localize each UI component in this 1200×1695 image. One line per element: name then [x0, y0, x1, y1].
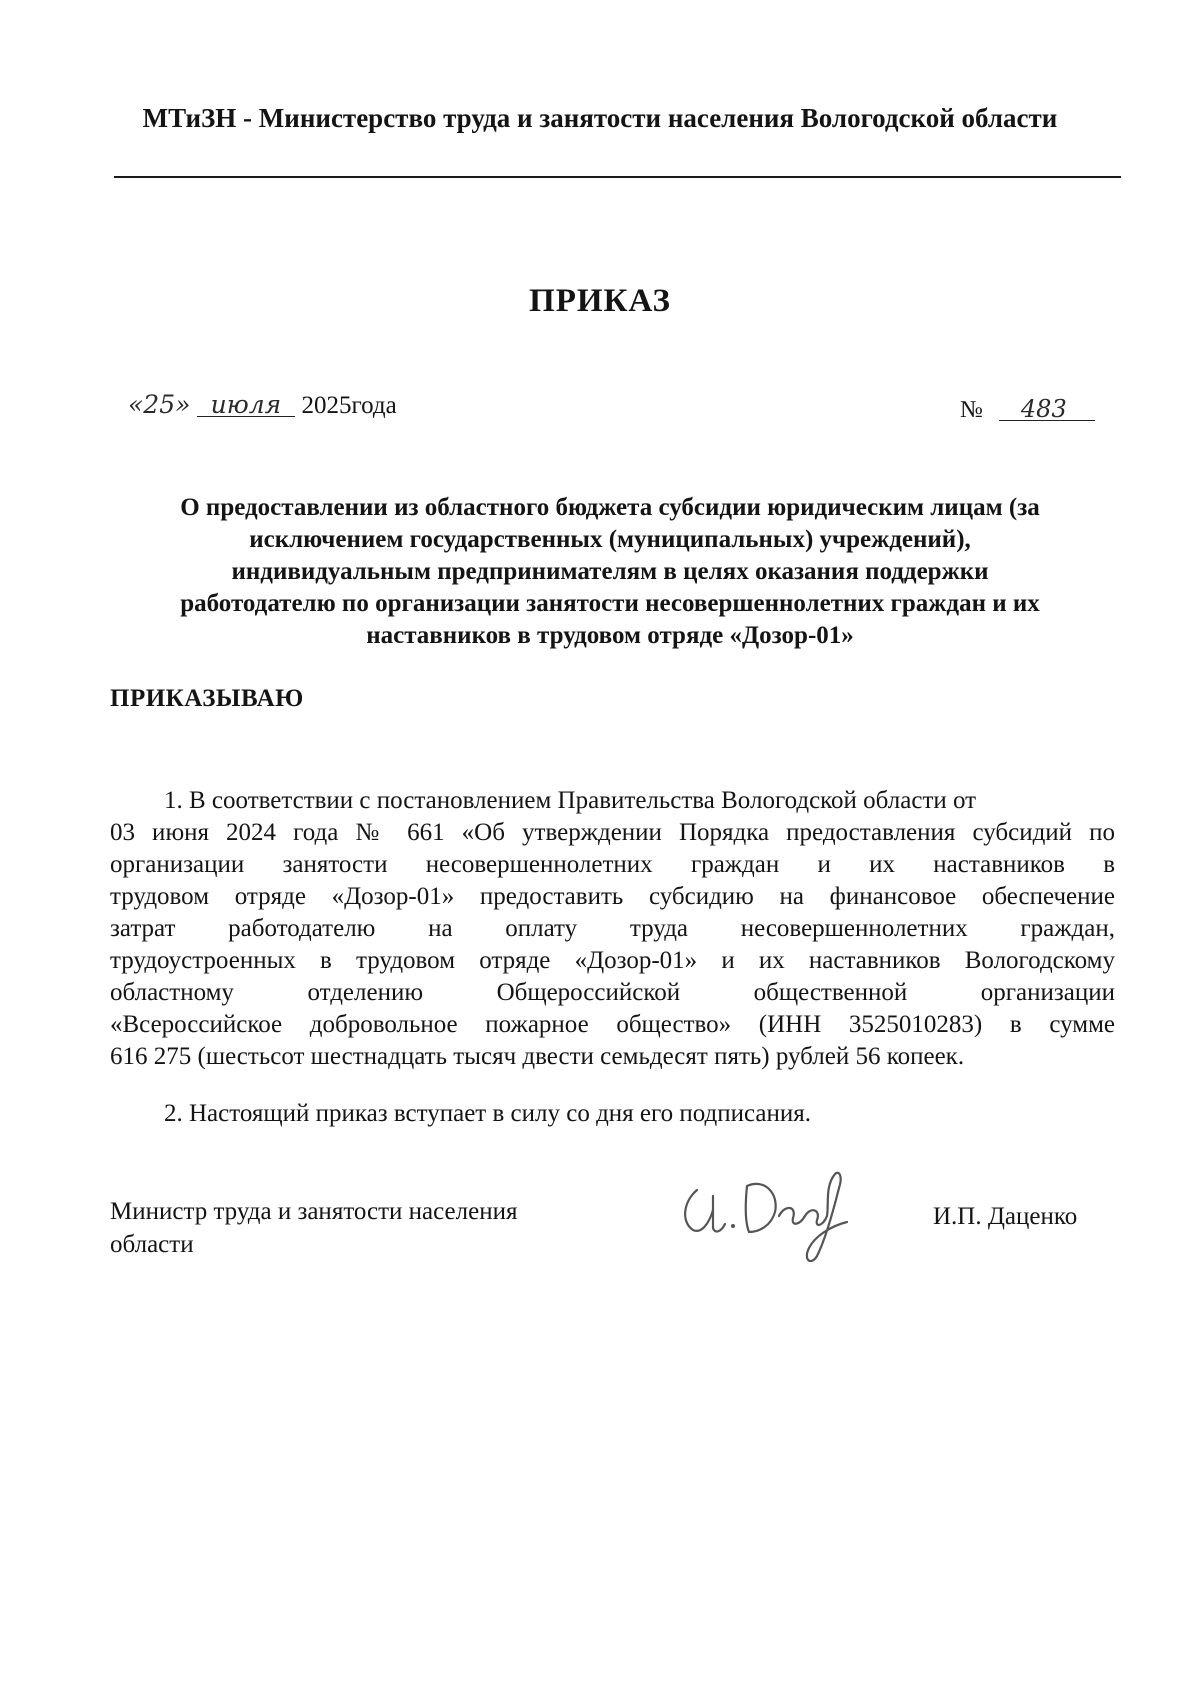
subject-line: исключением государственных (муниципальных) учреждений),: [249, 526, 971, 553]
paragraph-line: 2. Настоящий приказ вступает в силу со дня его подписания.: [164, 1100, 812, 1127]
date-day: 25: [143, 390, 176, 419]
position-line: области: [110, 1231, 194, 1258]
date-year: 2025: [301, 392, 352, 419]
signatory-name: И.П. Даценко: [933, 1203, 1078, 1230]
header-divider: [114, 176, 1121, 178]
signatory-position: [110, 1195, 517, 1261]
subject-line: индивидуальным предпринимателям в целях оказания поддержки: [231, 558, 989, 585]
paragraph-line: затрат работодателю на оплату труда несовершеннолетних граждан,: [110, 915, 1115, 942]
paragraph-line: 1. В соответствии с постановлением Правительства Вологодской области от: [164, 787, 977, 814]
paragraph-line: «Всероссийское добровольное пожарное общество» (ИНН 3525010283) в сумме: [110, 1011, 1115, 1038]
date-suffix: года: [351, 392, 397, 419]
subject-line: работодателю по организации занятости несовершеннолетних граждан и их: [180, 590, 1040, 617]
document-date: [128, 390, 397, 420]
paragraph-line: трудовом отряде «Дозор-01» предоставить субсидию на финансовое обеспечение: [110, 883, 1115, 910]
paragraph-line: 616 275 (шестьсот шестнадцать тысяч двести семьдесят пять) рублей 56 копеек.: [110, 1043, 965, 1070]
position-line: Министр труда и занятости населения: [110, 1198, 518, 1225]
document-subject: [110, 492, 1110, 652]
date-open-quote: «: [128, 390, 144, 419]
subject-line: О предоставлении из областного бюджета субсидии юридическим лицам (за: [180, 494, 1040, 521]
paragraph-line: областному отделению Общероссийской общественной организации: [110, 979, 1115, 1006]
subject-line: наставников в трудовом отряде «Дозор-01»: [366, 622, 854, 649]
order-directive: ПРИКАЗЫВАЮ: [110, 685, 304, 712]
paragraph-line: организации занятости несовершеннолетних граждан и их наставников в: [110, 851, 1115, 878]
date-close-quote: »: [175, 390, 191, 419]
document-title: ПРИКАЗ: [529, 283, 671, 319]
ministry-header: МТиЗН - Министерство труда и занятости населения Вологодской области: [142, 103, 1058, 133]
signature-image: [675, 1160, 865, 1270]
number-value: 483: [999, 398, 1095, 421]
number-label: №: [960, 397, 983, 423]
paragraph-line: трудоустроенных в трудовом отряде «Дозор-01» и их наставников Вологодскому: [110, 947, 1115, 974]
paragraph-1: [110, 785, 1115, 1073]
date-month: июля: [197, 394, 296, 417]
document-number: [960, 397, 1095, 424]
paragraph-2: [110, 1098, 1115, 1130]
paragraph-line: 03 июня 2024 года № 661 «Об утверждении Порядка предоставления субсидий по: [110, 819, 1115, 846]
